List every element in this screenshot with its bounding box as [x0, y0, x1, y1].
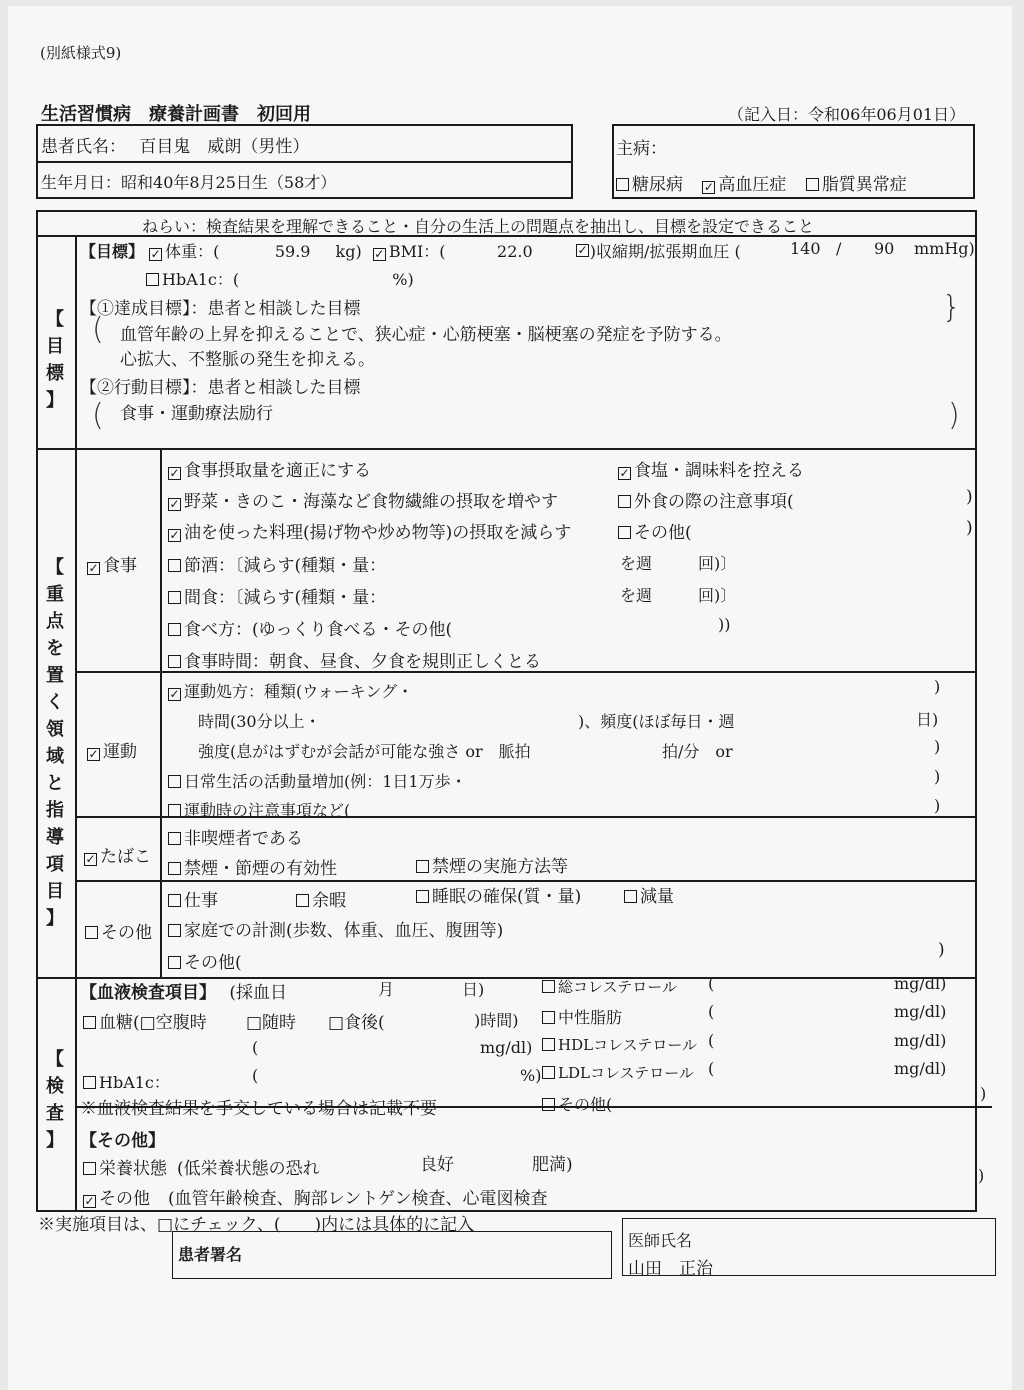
patient-dob[interactable]: 昭和40年8月25日生（58才） [121, 173, 337, 192]
checked-box-icon: ✓ [169, 528, 180, 542]
checkbox-icon [168, 775, 181, 788]
tobacco-label: たばこ [100, 847, 151, 867]
checkbox-icon [542, 1098, 555, 1111]
close-paren: ) [934, 796, 941, 815]
focus-column-divider [160, 448, 162, 977]
item-text: 余暇 [312, 891, 346, 911]
other-item-work[interactable] [168, 886, 218, 911]
close-paren: ) [966, 518, 973, 538]
hba1c-row [146, 267, 414, 290]
checkbox-icon [168, 591, 181, 604]
exercise-frequency[interactable]: )、頻度(ほぼ毎日・週 [578, 712, 735, 731]
open-paren: ( [708, 1002, 715, 1021]
other-item-leisure[interactable] [296, 886, 346, 911]
entry-date: （記入日：令和06年06月01日） [728, 105, 966, 124]
other-category[interactable] [85, 918, 152, 943]
disease-label: 高血圧症 [718, 175, 787, 195]
other-exam-row[interactable] [83, 1184, 548, 1209]
bmi-value[interactable]: 22.0 [497, 242, 533, 261]
other-item-other[interactable] [168, 948, 242, 973]
checkbox-icon[interactable] [85, 926, 98, 939]
lipid-total-chol[interactable] [542, 976, 677, 997]
other-exam-label: その他 [99, 1189, 150, 1209]
unit-mgdl: mg/dl) [894, 1031, 947, 1050]
weight-unit: kg) [335, 242, 362, 261]
blood-test-note: ※血液検査結果を手交している場合は記載不要 [80, 1099, 437, 1119]
item-text: 間食：〔減らす(種類・量： [184, 588, 387, 608]
achieve-title: 【①達成目標】：患者と相談した目標 [80, 299, 361, 319]
checkbox-icon[interactable] [616, 178, 629, 191]
unit-mgdl: mg/dl) [894, 974, 947, 993]
right-brace: } [942, 290, 962, 325]
checked-box-icon[interactable]: ✓ [374, 247, 385, 261]
exercise-label: 運動 [103, 742, 137, 762]
item-text: 禁煙・節煙の有効性 [184, 859, 337, 879]
nutrition-text: (低栄養状態の恐れ [177, 1159, 320, 1179]
other-item-home-measure[interactable] [168, 916, 503, 941]
hba1c-exam-row[interactable] [83, 1070, 170, 1093]
glucose-row[interactable] [83, 1008, 207, 1033]
checkbox-icon [83, 1016, 96, 1029]
fasting-option[interactable]: (□空腹時 [133, 1013, 207, 1033]
diet-item-6[interactable] [168, 615, 452, 640]
checkbox-icon [168, 559, 181, 572]
unit-mgdl: mg/dl) [894, 1059, 947, 1078]
close-paren: ) [980, 1084, 987, 1103]
disease-hypertension[interactable] [702, 175, 786, 195]
item-text: 仕事 [184, 891, 218, 911]
other-label: その他 [101, 923, 152, 943]
bp-group [590, 242, 741, 261]
bmi-label: BMI：( [388, 242, 446, 261]
checkbox-icon[interactable] [806, 178, 819, 191]
close-paren: ) [966, 487, 973, 507]
lipid-label: LDLコレステロール [558, 1064, 694, 1082]
exercise-day: 日) [916, 710, 939, 729]
item-text: 食事摂取量を適正にする [184, 461, 371, 481]
exercise-time[interactable]: 時間(30分以上・ [198, 712, 321, 731]
checked-box-icon: ✓ [169, 687, 180, 701]
open-paren: ( [252, 1038, 259, 1057]
diet-right-item-2[interactable] [618, 487, 794, 512]
target-row [80, 239, 741, 262]
checkbox-icon [168, 924, 181, 937]
item-text: その他( [184, 953, 242, 973]
diet-item-4[interactable] [168, 551, 386, 576]
lipid-tg[interactable] [542, 1005, 622, 1028]
patient-name-label: 患者氏名： [41, 137, 126, 157]
lipid-hdl[interactable] [542, 1034, 697, 1055]
times-per-week: 回)〕 [698, 586, 737, 605]
action-line-1[interactable]: 食事・運動療法励行 [120, 404, 273, 424]
glucose-label: 血糖 [99, 1013, 133, 1033]
left-brace: ( [92, 398, 104, 433]
left-brace: ( [92, 312, 104, 347]
lipid-label: 総コレステロール [558, 978, 677, 996]
main-disease-options [616, 170, 907, 195]
bp-slash: / [836, 239, 842, 258]
lipid-label: その他( [558, 1095, 613, 1114]
form-sheet [8, 6, 1012, 1390]
exercise-intensity[interactable]: 強度(息がはずむが会話が可能な強さ or 脈拍 [198, 742, 531, 761]
close-paren: ) [978, 1166, 985, 1185]
bp-systolic[interactable]: 140 [790, 239, 821, 258]
checked-box-icon[interactable]: ✓ [577, 243, 588, 257]
tobacco-item-3[interactable] [416, 852, 568, 877]
checkbox-icon [296, 894, 309, 907]
checkbox-icon [542, 1011, 555, 1024]
checkbox-icon [618, 526, 631, 539]
item-text: 睡眠の確保(質・量) [432, 887, 582, 907]
weight-label: 体重：( [165, 242, 220, 261]
tobacco-category[interactable] [84, 842, 151, 867]
item-text: 運動時の注意事項など( [184, 801, 351, 820]
unit-mgdl: mg/dl) [480, 1038, 533, 1057]
doctor-name[interactable]: 山田 正治 [628, 1259, 713, 1279]
bp-unit: mmHg) [914, 239, 975, 258]
divider [75, 1106, 992, 1108]
checkbox-icon [416, 890, 429, 903]
item-text: 日常生活の活動量増加(例：1日1万歩・ [184, 772, 467, 791]
bp-label: )収縮期/拡張期血圧 ( [589, 242, 741, 261]
exercise-category[interactable] [87, 737, 137, 762]
checkbox-icon [168, 655, 181, 668]
hours-label: )時間) [474, 1011, 519, 1030]
sample-date-label: (採血日 [229, 983, 288, 1003]
exam-section-label: 【 検 査 】 [46, 1049, 64, 1151]
hba1c-exam-label: HbA1c： [99, 1073, 170, 1092]
close-paren: ) [934, 737, 941, 756]
random-option[interactable]: □随時 [246, 1013, 297, 1033]
close-paren: ) [934, 677, 941, 696]
exercise-pulse: 拍/分 or [662, 742, 733, 761]
bp-diastolic[interactable]: 90 [874, 239, 895, 258]
item-text: 禁煙の実施方法等 [432, 857, 568, 877]
exercise-rx[interactable] [168, 679, 413, 702]
item-text: 減量 [640, 887, 674, 907]
form-title: 生活習慣病 療養計画書 初回用 [41, 104, 311, 125]
checkbox-icon [416, 860, 429, 873]
divider [36, 448, 977, 450]
checkbox-icon [168, 956, 181, 969]
exercise-daily[interactable] [168, 769, 467, 792]
unit-percent: %) [520, 1066, 542, 1085]
right-brace: ) [948, 398, 960, 433]
item-text: 食べ方：(ゆっくり食べる・その他( [184, 620, 453, 640]
diet-item-7[interactable] [168, 647, 541, 672]
checkbox-icon [83, 1162, 96, 1175]
diet-right-item-1[interactable] [618, 456, 804, 481]
checkbox-icon [168, 894, 181, 907]
checked-box-icon: ✓ [619, 466, 630, 480]
times-per-week: 回)〕 [698, 554, 737, 573]
patient-name[interactable]: 百目鬼 威朗（男性） [139, 137, 310, 157]
disease-diabetes[interactable] [616, 175, 683, 195]
diet-label: 食事 [103, 556, 137, 576]
lipid-ldl[interactable] [542, 1062, 694, 1083]
aim-text: ねらい：検査結果を理解できること・自分の生活上の問題点を抽出し、目標を設定できること [142, 217, 815, 236]
achieve-line-1[interactable]: 血管年齢の上昇を抑えることで、狭心症・心筋梗塞・脳梗塞の発症を予防する。 [120, 325, 732, 345]
checkbox-icon [168, 862, 181, 875]
item-text: 野菜・きのこ・海藻など食物繊維の摂取を増やす [184, 492, 558, 512]
other-exam-text[interactable]: (血管年齢検査、胸部レントゲン検査、心電図検査 [168, 1189, 548, 1209]
item-text: 運動処方：種類(ウォーキング・ [184, 682, 414, 701]
day-label: 日) [462, 980, 485, 999]
disease-label: 脂質異常症 [821, 175, 907, 195]
diet-item-1[interactable] [168, 456, 371, 481]
lipid-label: 中性脂肪 [558, 1008, 623, 1027]
per-week: を週 [620, 554, 653, 573]
item-text: 非喫煙者である [184, 829, 303, 849]
main-disease-label: 主病： [616, 139, 667, 159]
lipid-other[interactable] [542, 1092, 612, 1115]
item-text: 油を使った料理(揚げ物や炒め物等)の摂取を減らす [184, 523, 572, 543]
checked-box-icon[interactable]: ✓ [85, 852, 96, 866]
patient-dob-row [41, 170, 336, 193]
close-paren: )) [718, 615, 731, 634]
checked-box-icon: ✓ [84, 1194, 95, 1208]
patient-signature-label: 患者署名 [178, 1245, 243, 1264]
nutrition-good[interactable]: 良好 [420, 1155, 454, 1175]
checked-box-icon[interactable]: ✓ [88, 747, 99, 761]
exercise-caution[interactable] [168, 798, 350, 821]
item-text: 食事時間：朝食、昼食、夕食を規則正しくとる [184, 652, 541, 672]
nutrition-obese[interactable]: 肥満) [532, 1155, 573, 1175]
unit-mgdl: mg/dl) [894, 1002, 947, 1021]
footer-note: ※実施項目は、□にチェック、( )内には具体的に記入 [38, 1215, 475, 1235]
focus-section-label: 【 重 点 を 置 く 領 域 と 指 導 項 目 】 [46, 557, 64, 929]
postmeal-option[interactable]: □食後( [328, 1013, 385, 1033]
item-text: 節酒：〔減らす(種類・量： [184, 556, 387, 576]
checked-box-icon: ✓ [169, 466, 180, 480]
target-label: 【目標】 [80, 242, 145, 261]
goals-section-label: 【 目 標 】 [46, 309, 64, 411]
open-paren: ( [708, 1059, 715, 1078]
month-label: 月 [378, 980, 395, 999]
hba1c-unit: %) [392, 270, 414, 289]
close-paren: ) [938, 940, 945, 960]
doctor-label: 医師氏名 [628, 1231, 693, 1250]
item-text: 食塩・調味料を控える [634, 461, 804, 481]
item-text: 家庭での計測(歩数、体重、血圧、腹囲等) [184, 921, 504, 941]
tobacco-item-1[interactable] [168, 824, 303, 849]
checkbox-icon [542, 1066, 555, 1079]
checkbox-icon [168, 832, 181, 845]
checked-box-icon: ✓ [169, 497, 180, 511]
diet-item-2[interactable] [168, 487, 558, 512]
checkbox-icon [83, 1076, 96, 1089]
patient-dob-label: 生年月日： [41, 173, 122, 192]
checked-box-icon[interactable]: ✓ [150, 247, 161, 261]
divider [36, 161, 573, 163]
blood-test-header [80, 978, 287, 1003]
patient-name-row [41, 132, 309, 157]
hba1c-label: HbA1c：( [162, 270, 240, 289]
checked-box-icon[interactable]: ✓ [88, 561, 99, 575]
per-week: を週 [620, 586, 653, 605]
open-paren: ( [708, 1031, 715, 1050]
checkbox-icon[interactable] [146, 273, 159, 286]
achieve-line-2[interactable]: 心拡大、不整脈の発生を抑える。 [120, 350, 375, 370]
other-item-sleep[interactable] [416, 882, 581, 907]
nutrition-label: 栄養状態 [99, 1159, 167, 1179]
checkbox-icon [618, 495, 631, 508]
open-paren: ( [708, 974, 715, 993]
diet-item-3[interactable] [168, 518, 571, 543]
checkbox-icon [624, 890, 637, 903]
diet-item-5[interactable] [168, 583, 386, 608]
form-number: (別紙様式9) [40, 44, 122, 62]
left-column-divider [75, 235, 77, 1212]
checkbox-icon [168, 804, 181, 817]
item-text: その他( [634, 523, 692, 543]
checkbox-icon [542, 1038, 555, 1051]
other-item-weightloss[interactable] [624, 882, 674, 907]
blood-test-title: 【血液検査項目】 [80, 983, 216, 1003]
lipid-label: HDLコレステロール [558, 1036, 698, 1054]
action-title: 【②行動目標】：患者と相談した目標 [80, 378, 361, 398]
disease-label: 糖尿病 [632, 175, 683, 195]
item-text: 外食の際の注意事項( [634, 492, 794, 512]
tobacco-item-2[interactable] [168, 854, 337, 879]
close-paren: ) [934, 767, 941, 786]
nutrition-row[interactable] [83, 1154, 320, 1179]
disease-dyslipidemia[interactable] [806, 175, 907, 195]
diet-category[interactable] [87, 551, 137, 576]
weight-value[interactable]: 59.9 [274, 242, 311, 261]
checked-box-icon[interactable]: ✓ [703, 180, 714, 194]
checkbox-icon [542, 980, 555, 993]
checkbox-icon [168, 623, 181, 636]
exam-other-title: 【その他】 [80, 1131, 165, 1151]
diet-right-item-3[interactable] [618, 518, 692, 543]
open-paren: ( [252, 1066, 259, 1085]
